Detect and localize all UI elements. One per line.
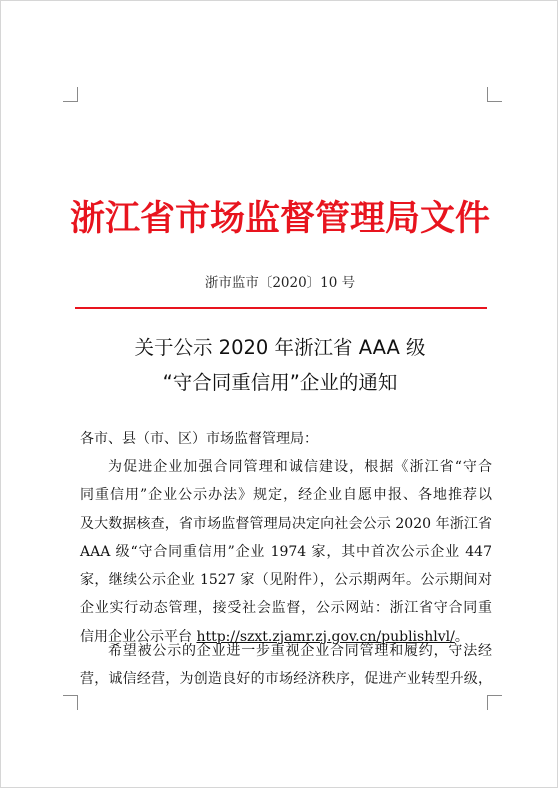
salutation [80,425,492,453]
paragraph-1-line: 家，继续公示企业 1527 家（见附件），公示期两年。公示期间对 [80,572,492,589]
crop-mark-bottom-right [487,695,502,710]
crop-mark-top-left [63,87,78,102]
paragraph-1-last-prefix: 信用企业公示平台 [80,628,197,645]
paragraph-1-last-suffix: 。 [454,628,469,645]
publish-platform-link[interactable]: http://szxt.zjamr.zj.gov.cn/publishlvl/ [196,628,455,645]
paragraph-1-line: 企业实行动态管理，接受社会监督，公示网站：浙江省守合同重 [80,600,492,617]
paragraph-1-line: 为促进企业加强合同管理和诚信建设，根据《浙江省“守合 [108,459,492,475]
crop-mark-bottom-left [63,695,78,710]
salutation-text: 各市、县（市、区）市场监督管理局： [80,431,318,447]
document-number: 浙市监市〔2020〕10 号 [204,275,356,291]
paragraph-1 [80,453,492,651]
issuer-header: 浙江省市场监督管理局文件 [69,198,490,239]
paragraph-1-line: 及大数据核查，省市场监督管理局决定向社会公示 2020 年浙江省 [80,515,492,532]
paragraph-2-line: 营，诚信经营，为创造良好的市场经济秩序，促进产业转型升级， [80,671,492,688]
red-separator-line [75,307,487,309]
document-title-line-1: 关于公示 2020 年浙江省 AAA 级 [134,336,426,359]
paragraph-1-line: 同重信用”企业公示办法》规定，经企业自愿申报、各地推荐以 [80,487,492,504]
paragraph-1-line: AAA 级“守合同重信用”企业 1974 家，其中首次公示企业 447 [80,543,492,560]
document-title-line-2: “守合同重信用”企业的通知 [162,371,398,394]
crop-mark-top-right [487,87,502,102]
paragraph-2 [80,637,492,694]
paragraph-2-line: 希望被公示的企业进一步重视企业合同管理和履约，守法经 [108,643,492,659]
